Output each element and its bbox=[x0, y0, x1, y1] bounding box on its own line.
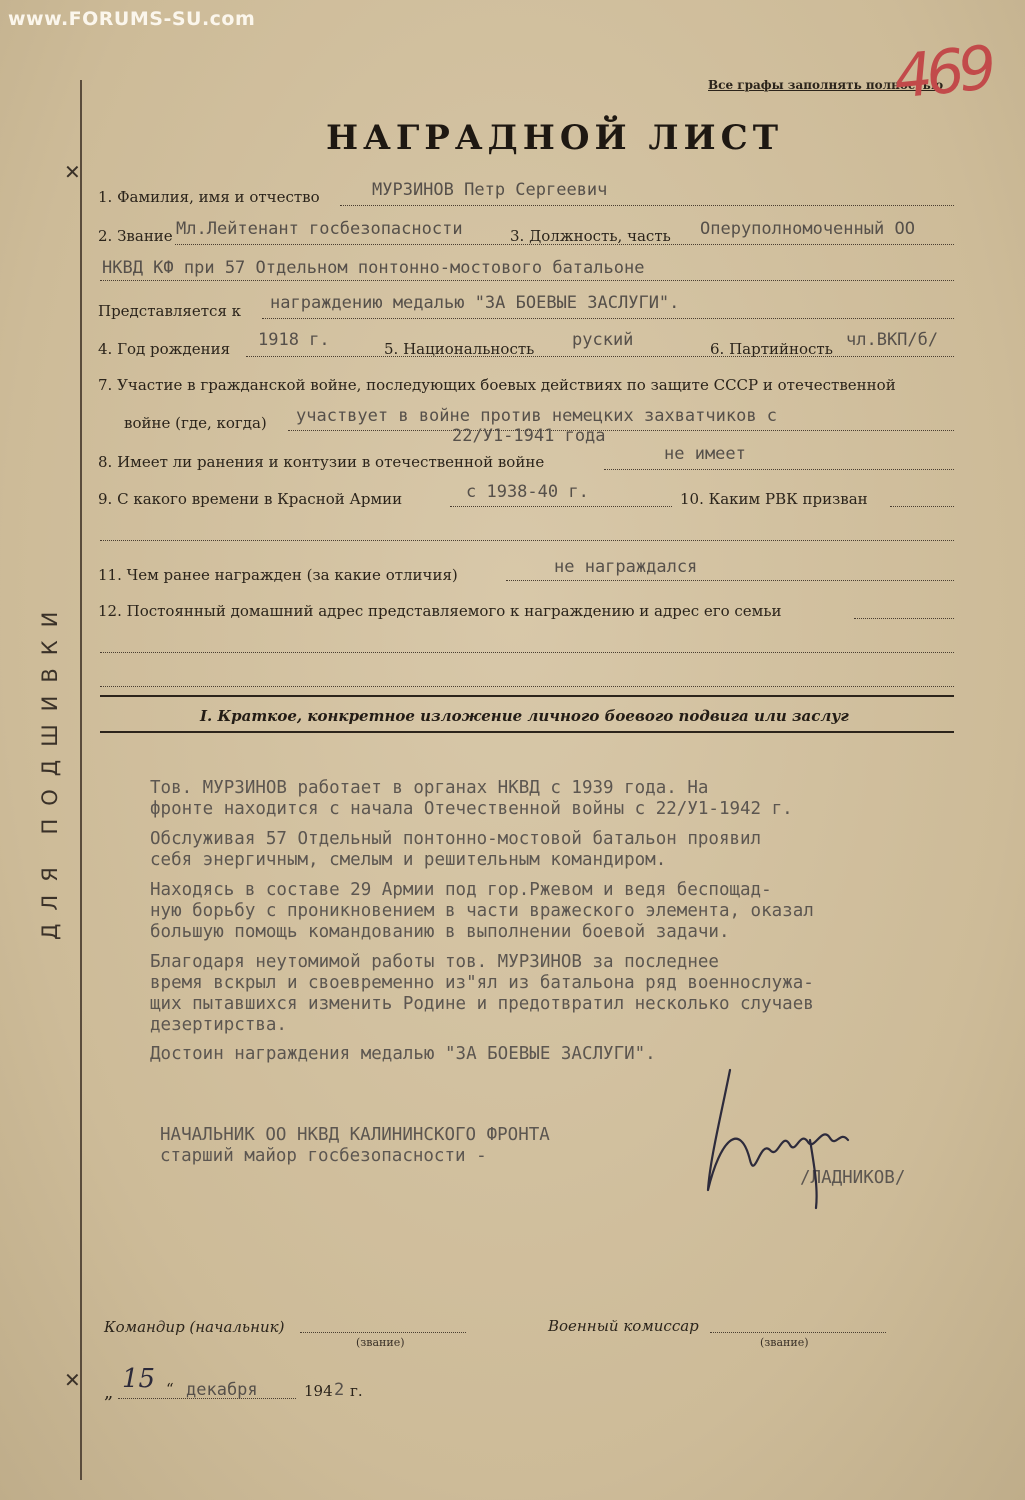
field-10-line bbox=[890, 506, 954, 507]
signatory-line-2: старший майор госбезопасности - bbox=[160, 1146, 487, 1166]
commissar-line bbox=[710, 1332, 886, 1333]
date-year-digit: 2 bbox=[334, 1380, 345, 1400]
signatory-name: /ЛАДНИКОВ/ bbox=[800, 1168, 906, 1188]
field-1-label: 1. Фамилия, имя и отчество bbox=[98, 188, 320, 206]
narrative-line-10: щих пытавшихся изменить Родине и предотвратил несколько случаев bbox=[150, 994, 814, 1014]
date-suffix: г. bbox=[350, 1382, 363, 1400]
date-month: декабря bbox=[186, 1380, 258, 1400]
section-rule-top bbox=[100, 695, 954, 697]
field-2-label: 2. Звание bbox=[98, 227, 173, 245]
narrative-line-1: Тов. МУРЗИНОВ работает в органах НКВД с 1939 года. На bbox=[150, 778, 709, 798]
field-6-value: чл.ВКП/б/ bbox=[846, 330, 939, 350]
commander-rank-caption: (звание) bbox=[356, 1336, 405, 1349]
commander-label: Командир (начальник) bbox=[104, 1318, 285, 1336]
field-7-value-cont: 22/У1-1941 года bbox=[452, 426, 606, 446]
field-11-line bbox=[506, 580, 954, 581]
field-10-line-2 bbox=[100, 540, 954, 541]
field-1-value: МУРЗИНОВ Петр Сергеевич bbox=[372, 180, 608, 200]
field-7-value: участвует в войне против немецких захватчиков с bbox=[296, 406, 778, 426]
narrative-line-7: большую помощь командованию в выполнении боевой задачи. bbox=[150, 922, 730, 942]
date-line bbox=[118, 1398, 296, 1399]
field-4-line bbox=[246, 356, 954, 357]
field-12-label: 12. Постоянный домашний адрес представляемого к награждению и адрес его семьи bbox=[98, 602, 782, 620]
section-rule-bottom bbox=[100, 731, 954, 733]
field-3-value: Оперуполномоченный ОО bbox=[700, 219, 915, 239]
watermark-text: www.FORUMS-SU.com bbox=[8, 8, 256, 30]
header-note: Все графы заполнять полностью bbox=[708, 78, 944, 92]
field-3-value-cont: НКВД КФ при 57 Отдельном понтонно-мостового батальоне bbox=[102, 258, 645, 278]
field-5-value: руский bbox=[572, 330, 634, 350]
narrative-line-6: ную борьбу с проникновением в части вражеского элемента, оказал bbox=[150, 901, 814, 921]
binding-margin-line bbox=[80, 80, 82, 1480]
field-2-line bbox=[175, 244, 954, 245]
field-3-line bbox=[100, 280, 954, 281]
narrative-line-4: себя энергичным, смелым и решительным командиром. bbox=[150, 850, 667, 870]
field-9-label: 9. С какого времени в Красной Армии bbox=[98, 490, 403, 508]
narrative-line-5: Находясь в составе 29 Армии под гор.Ржевом и ведя беспощад- bbox=[150, 880, 772, 900]
field-4-label: 4. Год рождения bbox=[98, 340, 231, 358]
date-open-quote: „ bbox=[104, 1382, 114, 1403]
narrative-line-2: фронте находится с начала Отечественной войны с 22/У1-1942 г. bbox=[150, 799, 793, 819]
section-title: I. Краткое, конкретное изложение личного боевого подвига или заслуг bbox=[200, 707, 849, 725]
date-day: 15 bbox=[122, 1364, 156, 1394]
field-9-line bbox=[450, 506, 672, 507]
commissar-rank-caption: (звание) bbox=[760, 1336, 809, 1349]
field-1-line bbox=[340, 205, 954, 206]
field-12-line-3 bbox=[100, 686, 954, 687]
archive-number: 469 bbox=[890, 33, 994, 113]
field-9-value: с 1938-40 г. bbox=[466, 482, 589, 502]
field-4-value: 1918 г. bbox=[258, 330, 330, 350]
field-10-label: 10. Каким РВК призван bbox=[680, 490, 868, 508]
handwritten-signature bbox=[690, 1060, 860, 1210]
edge-mark-top: ✕ bbox=[64, 160, 81, 184]
field-2-value: Мл.Лейтенант госбезопасности bbox=[176, 219, 463, 239]
date-close-quote: “ bbox=[166, 1380, 174, 1398]
field-8-label: 8. Имеет ли ранения и контузии в отечественной войне bbox=[98, 453, 545, 471]
edge-mark-bottom: ✕ bbox=[64, 1368, 81, 1392]
narrative-line-9: время вскрыл и своевременно из"ял из батальона ряд военнослужа- bbox=[150, 973, 814, 993]
field-11-label: 11. Чем ранее награжден (за какие отличия) bbox=[98, 566, 458, 584]
date-year-prefix: 194 bbox=[304, 1382, 333, 1400]
signatory-line-1: НАЧАЛЬНИК ОО НКВД КАЛИНИНСКОГО ФРОНТА bbox=[160, 1125, 550, 1145]
document-title: НАГРАДНОЙ ЛИСТ bbox=[326, 118, 784, 158]
field-12-line-2 bbox=[100, 652, 954, 653]
narrative-line-12: Достоин награждения медалью "ЗА БОЕВЫЕ ЗАСЛУГИ". bbox=[150, 1044, 656, 1064]
field-8-value: не имеет bbox=[664, 444, 746, 464]
field-5-label: 5. Национальность bbox=[384, 340, 535, 358]
field-6-label: 6. Партийность bbox=[710, 340, 833, 358]
field-3-label: 3. Должность, часть bbox=[510, 227, 671, 245]
present-value: награждению медалью "ЗА БОЕВЫЕ ЗАСЛУГИ". bbox=[270, 293, 680, 313]
present-label: Представляется к bbox=[98, 302, 242, 320]
field-7-label-cont: войне (где, когда) bbox=[124, 414, 267, 432]
field-11-value: не награждался bbox=[554, 557, 698, 577]
present-line bbox=[262, 318, 954, 319]
field-7-line bbox=[288, 430, 954, 431]
side-binding-label: ДЛЯ ПОДШИВКИ bbox=[38, 598, 62, 940]
commissar-label: Военный комиссар bbox=[548, 1317, 699, 1335]
field-7-label: 7. Участие в гражданской войне, последующих боевых действиях по защите СССР и отечественной bbox=[98, 376, 896, 394]
narrative-line-3: Обслуживая 57 Отдельный понтонно-мостовой батальон проявил bbox=[150, 829, 762, 849]
field-12-line bbox=[854, 618, 954, 619]
field-8-line bbox=[604, 469, 954, 470]
narrative-line-8: Благодаря неутомимой работы тов. МУРЗИНОВ за последнее bbox=[150, 952, 719, 972]
narrative-line-11: дезертирства. bbox=[150, 1015, 287, 1035]
commander-line bbox=[300, 1332, 466, 1333]
